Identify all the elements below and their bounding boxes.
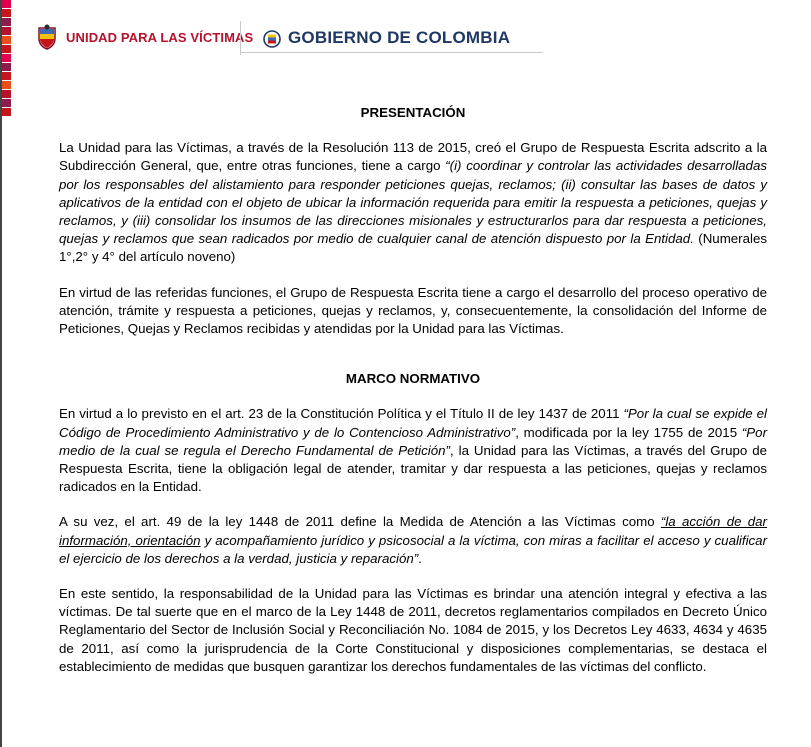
text-run: En virtud a lo previsto en el art. 23 de la Constitución Política y el Título II de ley 1437 de 2011 <box>59 406 624 422</box>
stripe-segment <box>2 90 11 98</box>
victimas-logo-text: UNIDAD PARA LAS VÍCTIMAS <box>66 30 254 45</box>
italic-quote: “Por medio de la cual se regula el Derecho Fundamental de Petición” <box>59 424 767 458</box>
stripe-segment <box>2 36 11 44</box>
header-underline <box>240 52 543 53</box>
italic-quote: “Por la cual se expide el Código de Procedimiento Administrativo y de lo Contencioso Administrativo” <box>59 406 767 440</box>
marco-paragraph-2 <box>59 513 767 568</box>
italic-quote: “(i) coordinar y controlar las actividades desarrolladas por los responsables del alistamiento para responder peticiones quejas, reclamos; (ii) consultar las bases de datos y aplicativos de la entidad con el objeto de ubicar la información requerida para emitir la respuesta a peticiones, quejas y reclamos, y (iii) consolidar los insumos de las direcciones misionales y estructurarlos para dar respuesta a peticiones, quejas y reclamos que sean radicados por medio de cualquier canal de atención dispuesto por la Entidad. <box>59 158 767 247</box>
text-run: A su vez, el art. 49 de la ley 1448 de 2011 define la Medida de Atención a las Víctimas como <box>59 514 661 530</box>
text-run: (Numerales 1°,2° y 4° del artículo noveno) <box>59 231 767 265</box>
document-header <box>35 18 811 56</box>
marco-paragraph-3: En este sentido, la responsabilidad de la Unidad para las Víctimas es brindar una atención integral y efectiva a las víctimas. De tal suerte que en el marco de la Ley 1448 de 2011, decretos reglamentarios compilados en Decreto Único Reglamentario del Sector de Inclusión Social y Reconciliación No. 1084 de 2015, y los Decretos Ley 4633, 4634 y 4635 de 2011, así como la jurisprudencia de la Corte Constitucional y disposiciones complementarias, se destaca el establecimiento de medidas que busquen garantizar los derechos fundamentales de las víctimas del conflicto. <box>59 586 767 674</box>
stripe-segment <box>2 9 11 17</box>
stripe-segment <box>2 108 11 116</box>
stripe-segment <box>2 18 11 26</box>
presentacion-paragraph-2: En virtud de las referidas funciones, el Grupo de Respuesta Escrita tiene a cargo el desarrollo del proceso operativo de atención, trámite y respuesta a peticiones, quejas y reclamos, y, consecuentemente, la consolidación del Informe de Peticiones, Quejas y Reclamos recibidas y atendidas por la Unidad para las Víctimas. <box>59 284 767 337</box>
stripe-segment <box>2 45 11 53</box>
stripe-segment <box>2 0 11 8</box>
text-run: La Unidad para las Víctimas, a través de la Resolución 113 de 2015, creó el Grupo de Respuesta Escrita adscrito a la Subdirección General, que, entre otras funciones, tiene a cargo <box>59 140 767 174</box>
stripe-segment <box>2 72 11 80</box>
stripe-segment <box>2 99 11 107</box>
stripe-segment <box>2 81 11 89</box>
colombia-coat-of-arms-icon <box>35 24 59 50</box>
text-run: . <box>418 550 422 566</box>
brand-color-stripe <box>2 0 11 120</box>
section-title-presentacion: PRESENTACIÓN <box>360 105 466 120</box>
stripe-segment <box>2 54 11 62</box>
underlined-italic-quote: “la acción de dar información, orientación <box>59 514 767 548</box>
italic-quote: y acompañamiento jurídico y psicosocial a la víctima, con miras a facilitar el acceso y cualificar el ejercicio de los derechos a la verdad, justicia y reparación” <box>59 532 768 566</box>
section-title-marco-normativo: MARCO NORMATIVO <box>345 371 481 387</box>
header-divider <box>240 21 241 55</box>
marco-paragraph-1 <box>59 405 767 496</box>
document-body <box>59 104 767 676</box>
text-run: , modificada por la ley 1755 de 2015 <box>515 424 742 440</box>
gobierno-logo-text: GOBIERNO DE COLOMBIA <box>288 28 511 47</box>
stripe-segment <box>2 63 11 71</box>
stripe-segment <box>2 27 11 35</box>
gobierno-seal-icon <box>263 30 281 48</box>
presentacion-paragraph-1 <box>59 139 767 266</box>
text-run: , la Unidad para las Víctimas, a través del Grupo de Respuesta Escrita, tiene la obligación legal de atender, tramitar y dar respuesta a las peticiones, quejas y reclamos radicados en la Entidad. <box>59 442 767 495</box>
